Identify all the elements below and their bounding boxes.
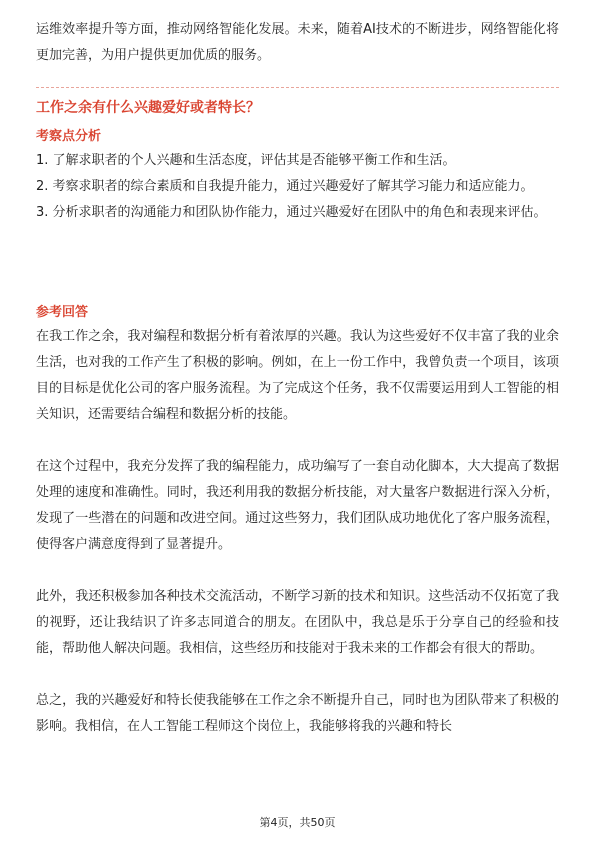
answer-body [36,324,559,740]
answer-paragraph: 在我工作之余，我对编程和数据分析有着浓厚的兴趣。我认为这些爱好不仅丰富了我的业余生活，也对我的工作产生了积极的影响。例如，在上一份工作中，我曾负责一个项目，该项目的目标是优化公司的客户服务流程。为了完成这个任务，我不仅需要运用到人工智能的相关知识，还需要结合编程和数据分析的技能。 [36,329,559,422]
analysis-item: 1. 了解求职者的个人兴趣和生活态度，评估其是否能够平衡工作和生活。 [36,153,456,168]
analysis-list [36,148,559,226]
analysis-item: 3. 分析求职者的沟通能力和团队协作能力，通过兴趣爱好在团队中的角色和表现来评估。 [36,205,547,220]
answer-paragraph: 总之，我的兴趣爱好和特长使我能够在工作之余不断提升自己，同时也为团队带来了积极的影响。我相信，在人工智能工程师这个岗位上，我能够将我的兴趣和特长 [36,693,559,734]
page-number-footer: 第4页，共50页 [259,816,336,829]
intro-paragraph: 运维效率提升等方面，推动网络智能化发展。未来，随着AI技术的不断进步，网络智能化将更加完善，为用户提供更加优质的服务。 [36,22,559,63]
answer-paragraph: 在这个过程中，我充分发挥了我的编程能力，成功编写了一套自动化脚本，大大提高了数据处理的速度和准确性。同时，我还利用我的数据分析技能，对大量客户数据进行深入分析，发现了一些潜在的问题和改进空间。通过这些努力，我们团队成功地优化了客户服务流程，使得客户满意度得到了显著提升。 [36,459,559,552]
answer-paragraph: 此外，我还积极参加各种技术交流活动，不断学习新的技术和知识。这些活动不仅拓宽了我的视野，还让我结识了许多志同道合的朋友。在团队中，我总是乐于分享自己的经验和技能，帮助他人解决问题。我相信，这些经历和技能对于我未来的工作都会有很大的帮助。 [36,589,559,656]
answer-heading: 参考回答 [36,305,89,320]
analysis-item: 2. 考察求职者的综合素质和自我提升能力，通过兴趣爱好了解其学习能力和适应能力。 [36,179,534,194]
question-title: 工作之余有什么兴趣爱好或者特长？ [36,100,260,116]
analysis-heading: 考察点分析 [36,129,102,144]
section-divider [36,87,559,88]
